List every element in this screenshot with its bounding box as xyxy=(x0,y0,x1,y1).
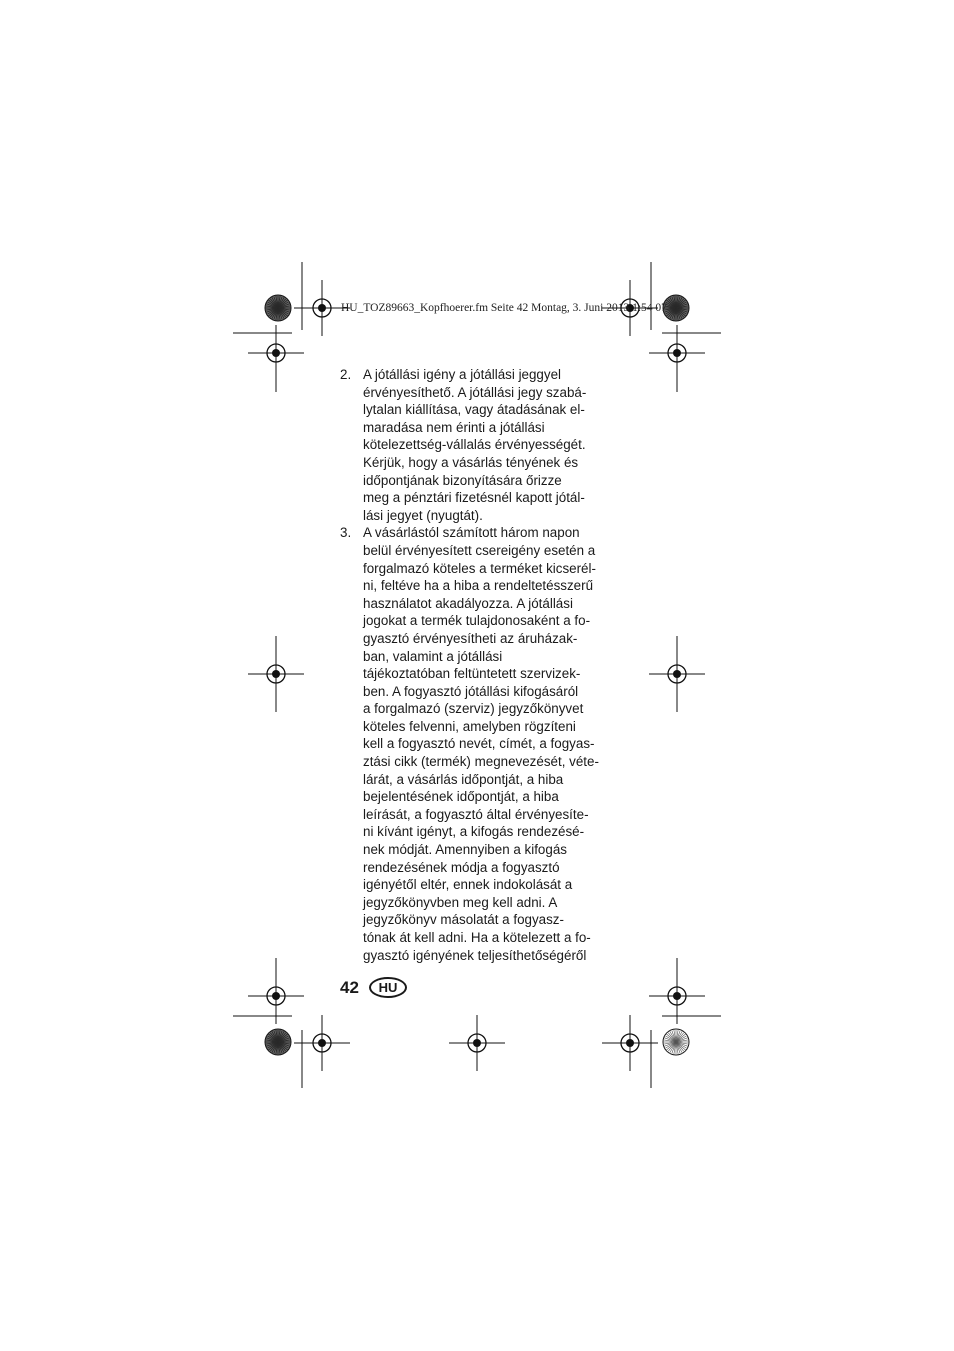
text-line: A vásárlástól számított három napon xyxy=(363,525,580,541)
registration-target-dot xyxy=(318,304,326,312)
text-line: belül érvényesített csereigény esetén a xyxy=(363,542,596,558)
registration-target-dot xyxy=(272,349,280,357)
text-line: igényétől eltér, ennek indokolását a xyxy=(363,877,573,893)
registration-target-dot xyxy=(272,670,280,678)
page-number: 42 xyxy=(340,978,359,997)
text-line: ni kívánt igényt, a kifogás rendezésé- xyxy=(363,824,585,840)
text-line: maradása nem érinti a jótállási xyxy=(363,419,545,435)
registration-target-dot xyxy=(626,1039,634,1047)
text-line: Kérjük, hogy a vásárlás tényének és xyxy=(363,454,579,470)
text-line: ztási cikk (termék) megnevezését, véte- xyxy=(363,754,599,770)
list-item-number: 3. xyxy=(340,525,352,541)
text-line: lási jegyet (nyugtát). xyxy=(363,507,483,523)
text-line: forgalmazó köteles a terméket kicserél- xyxy=(363,560,596,576)
text-line: rendezésének módja a fogyasztó xyxy=(363,859,560,875)
registration-target-dot xyxy=(318,1039,326,1047)
text-line: ni, feltéve ha a hiba a rendeltetésszerű xyxy=(363,578,594,594)
text-line: érvényesíthető. A jótállási jegy szabá- xyxy=(363,384,587,400)
registration-target-dot xyxy=(272,992,280,1000)
text-line: gyasztó igényének teljesíthetőségéről xyxy=(363,947,587,963)
text-line: köteles felvenni, amelyben rögzíteni xyxy=(363,718,576,734)
text-line: jegyzőkönyvben meg kell adni. A xyxy=(363,894,558,910)
text-line: tónak át kell adni. Ha a kötelezett a fo- xyxy=(363,930,591,945)
text-line: ban, valamint a jótállási xyxy=(363,648,503,664)
text-line: lárát, a vásárlás időpontját, a hiba xyxy=(363,771,564,787)
print-file-header: HU_TOZ89663_Kopfhoerer.fm Seite 42 Montag, 3. Juni 2013 1:54 07 xyxy=(341,302,667,314)
list-item xyxy=(340,366,615,524)
text-line: bejelentésének időpontját, a hiba xyxy=(363,789,559,805)
text-line: meg a pénztári fizetésnél kapott jótál- xyxy=(363,490,585,506)
text-line: ben. A fogyasztó jótállási kifogásáról xyxy=(363,683,579,699)
text-line: tájékoztatóban feltüntetett szervizek- xyxy=(363,666,581,682)
text-line: leírását, a fogyasztó által érvényesíte- xyxy=(363,806,589,822)
text-line: használatot akadályozza. A jótállási xyxy=(363,595,573,611)
registration-target-dot xyxy=(673,670,681,678)
text-line: időpontjának bizonyítására őrizze xyxy=(363,472,562,488)
registration-target-dot xyxy=(673,992,681,1000)
text-line: A jótállási igény a jótállási jeggyel xyxy=(363,367,562,382)
text-line: kell a fogyasztó nevét, címét, a fogyas- xyxy=(363,736,595,752)
text-line: lytalan kiállítása, vagy átadásának el- xyxy=(363,402,585,418)
text-line: jegyzőkönyv másolatát a fogyasz- xyxy=(363,912,564,928)
text-line: kötelezettség-vállalás érvényességét. xyxy=(363,437,586,453)
text-line: a forgalmazó (szerviz) jegyzőkönyvet xyxy=(363,701,584,717)
registration-target-dot xyxy=(673,349,681,357)
text-line: nek módját. Amennyiben a kifogás xyxy=(363,842,567,858)
list-item-number: 2. xyxy=(340,367,352,382)
text-line: jogokat a termék tulajdonosaként a fo- xyxy=(363,613,591,629)
text-line: gyasztó érvényesítheti az áruházak- xyxy=(363,630,578,646)
registration-target-dot xyxy=(473,1039,481,1047)
warranty-text xyxy=(340,366,615,964)
language-badge: HU xyxy=(369,977,407,998)
list-item xyxy=(340,524,615,964)
